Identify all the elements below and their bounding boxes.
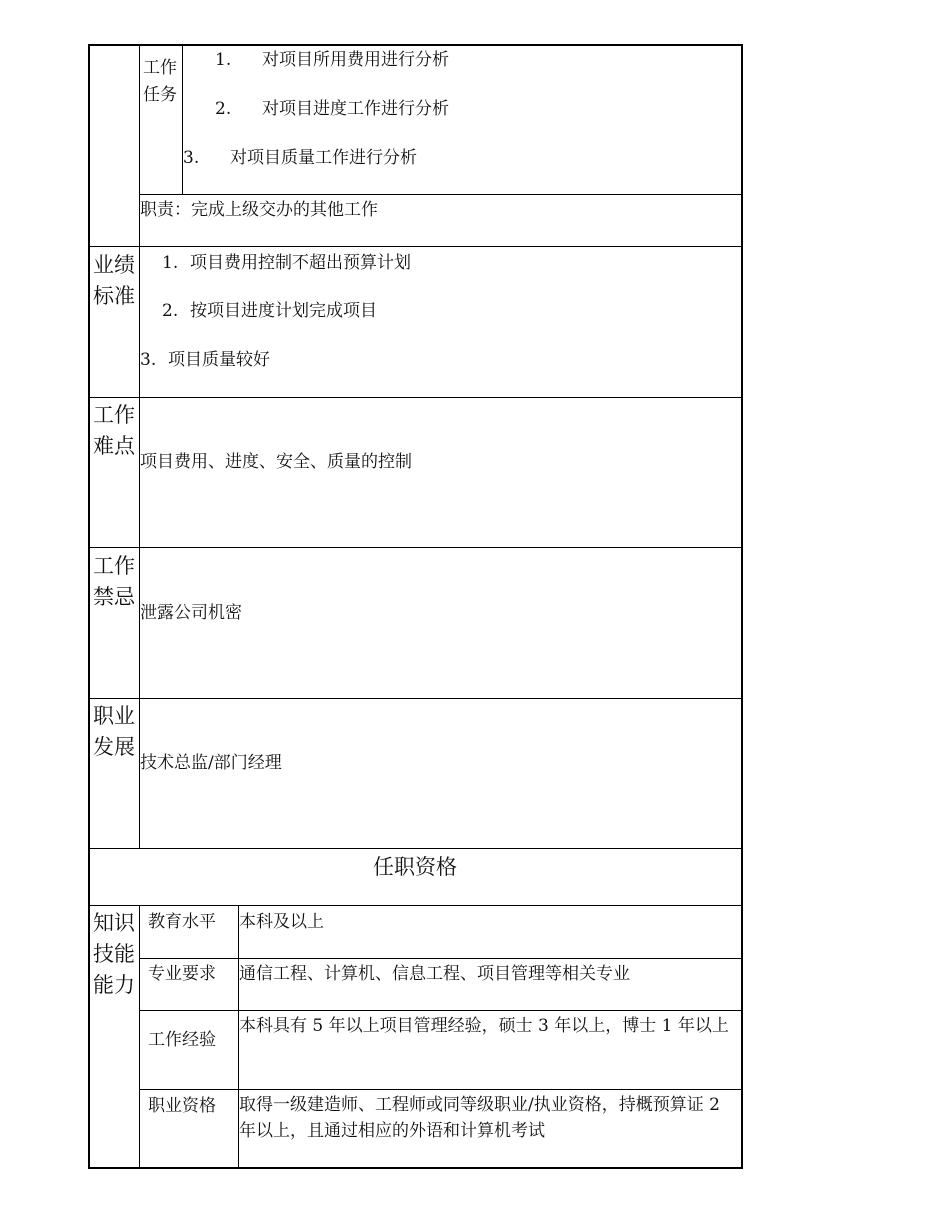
qual-key: 职业资格 — [148, 1096, 216, 1116]
row-divider — [88, 547, 743, 548]
qual-value: 本科及以上 — [239, 912, 324, 932]
performance-text: 按项目进度计划完成项目 — [190, 301, 377, 321]
other-duty: 职责：完成上级交办的其他工作 — [140, 200, 378, 220]
performance-label: 业绩标准 — [93, 253, 135, 308]
performance-num: 1. — [162, 253, 179, 273]
task-num: 3. — [183, 148, 200, 168]
task-text: 对项目质量工作进行分析 — [230, 148, 417, 168]
row-divider — [139, 1089, 743, 1090]
qual-key: 教育水平 — [148, 912, 216, 932]
col-divider-task — [182, 44, 183, 195]
task-text: 对项目所用费用进行分析 — [262, 50, 449, 70]
row-divider — [139, 958, 743, 959]
qual-value: 通信工程、计算机、信息工程、项目管理等相关专业 — [239, 964, 630, 984]
row-divider — [88, 698, 743, 699]
difficulty-text: 项目费用、进度、安全、质量的控制 — [140, 452, 412, 472]
task-num: 1. — [215, 50, 232, 70]
task-num: 2. — [215, 99, 232, 119]
qual-value: 本科具有 5 年以上项目管理经验，硕士 3 年以上，博士 1 年以上 — [239, 1016, 729, 1036]
performance-text: 项目费用控制不超出预算计划 — [190, 253, 411, 273]
col-divider-qual-left — [139, 906, 140, 1169]
taboo-label: 工作禁忌 — [93, 554, 135, 609]
row-divider — [88, 905, 743, 906]
row-divider — [88, 848, 743, 849]
qualifications-title: 任职资格 — [373, 855, 457, 879]
qual-value: 取得一级建造师、工程师或同等级职业/执业资格，持概预算证 2 年以上，且通过相应的外语和计算机考试 — [239, 1095, 720, 1141]
difficulty-label: 工作难点 — [93, 403, 135, 458]
row-divider — [88, 397, 743, 398]
qualifications-label: 知识技能能力 — [93, 911, 135, 997]
col-divider-main — [139, 44, 140, 849]
task-label: 工作任务 — [143, 58, 177, 105]
performance-text: 项目质量较好 — [168, 350, 270, 370]
task-text: 对项目进度工作进行分析 — [262, 99, 449, 119]
row-divider — [139, 1010, 743, 1011]
taboo-text: 泄露公司机密 — [140, 603, 242, 623]
performance-num: 3. — [140, 350, 157, 370]
career-text: 技术总监/部门经理 — [140, 753, 282, 773]
performance-num: 2. — [162, 301, 179, 321]
qual-key: 专业要求 — [148, 964, 216, 984]
row-divider — [139, 194, 743, 195]
qual-key: 工作经验 — [148, 1030, 216, 1050]
row-divider — [88, 246, 743, 247]
career-label: 职业发展 — [93, 704, 135, 759]
